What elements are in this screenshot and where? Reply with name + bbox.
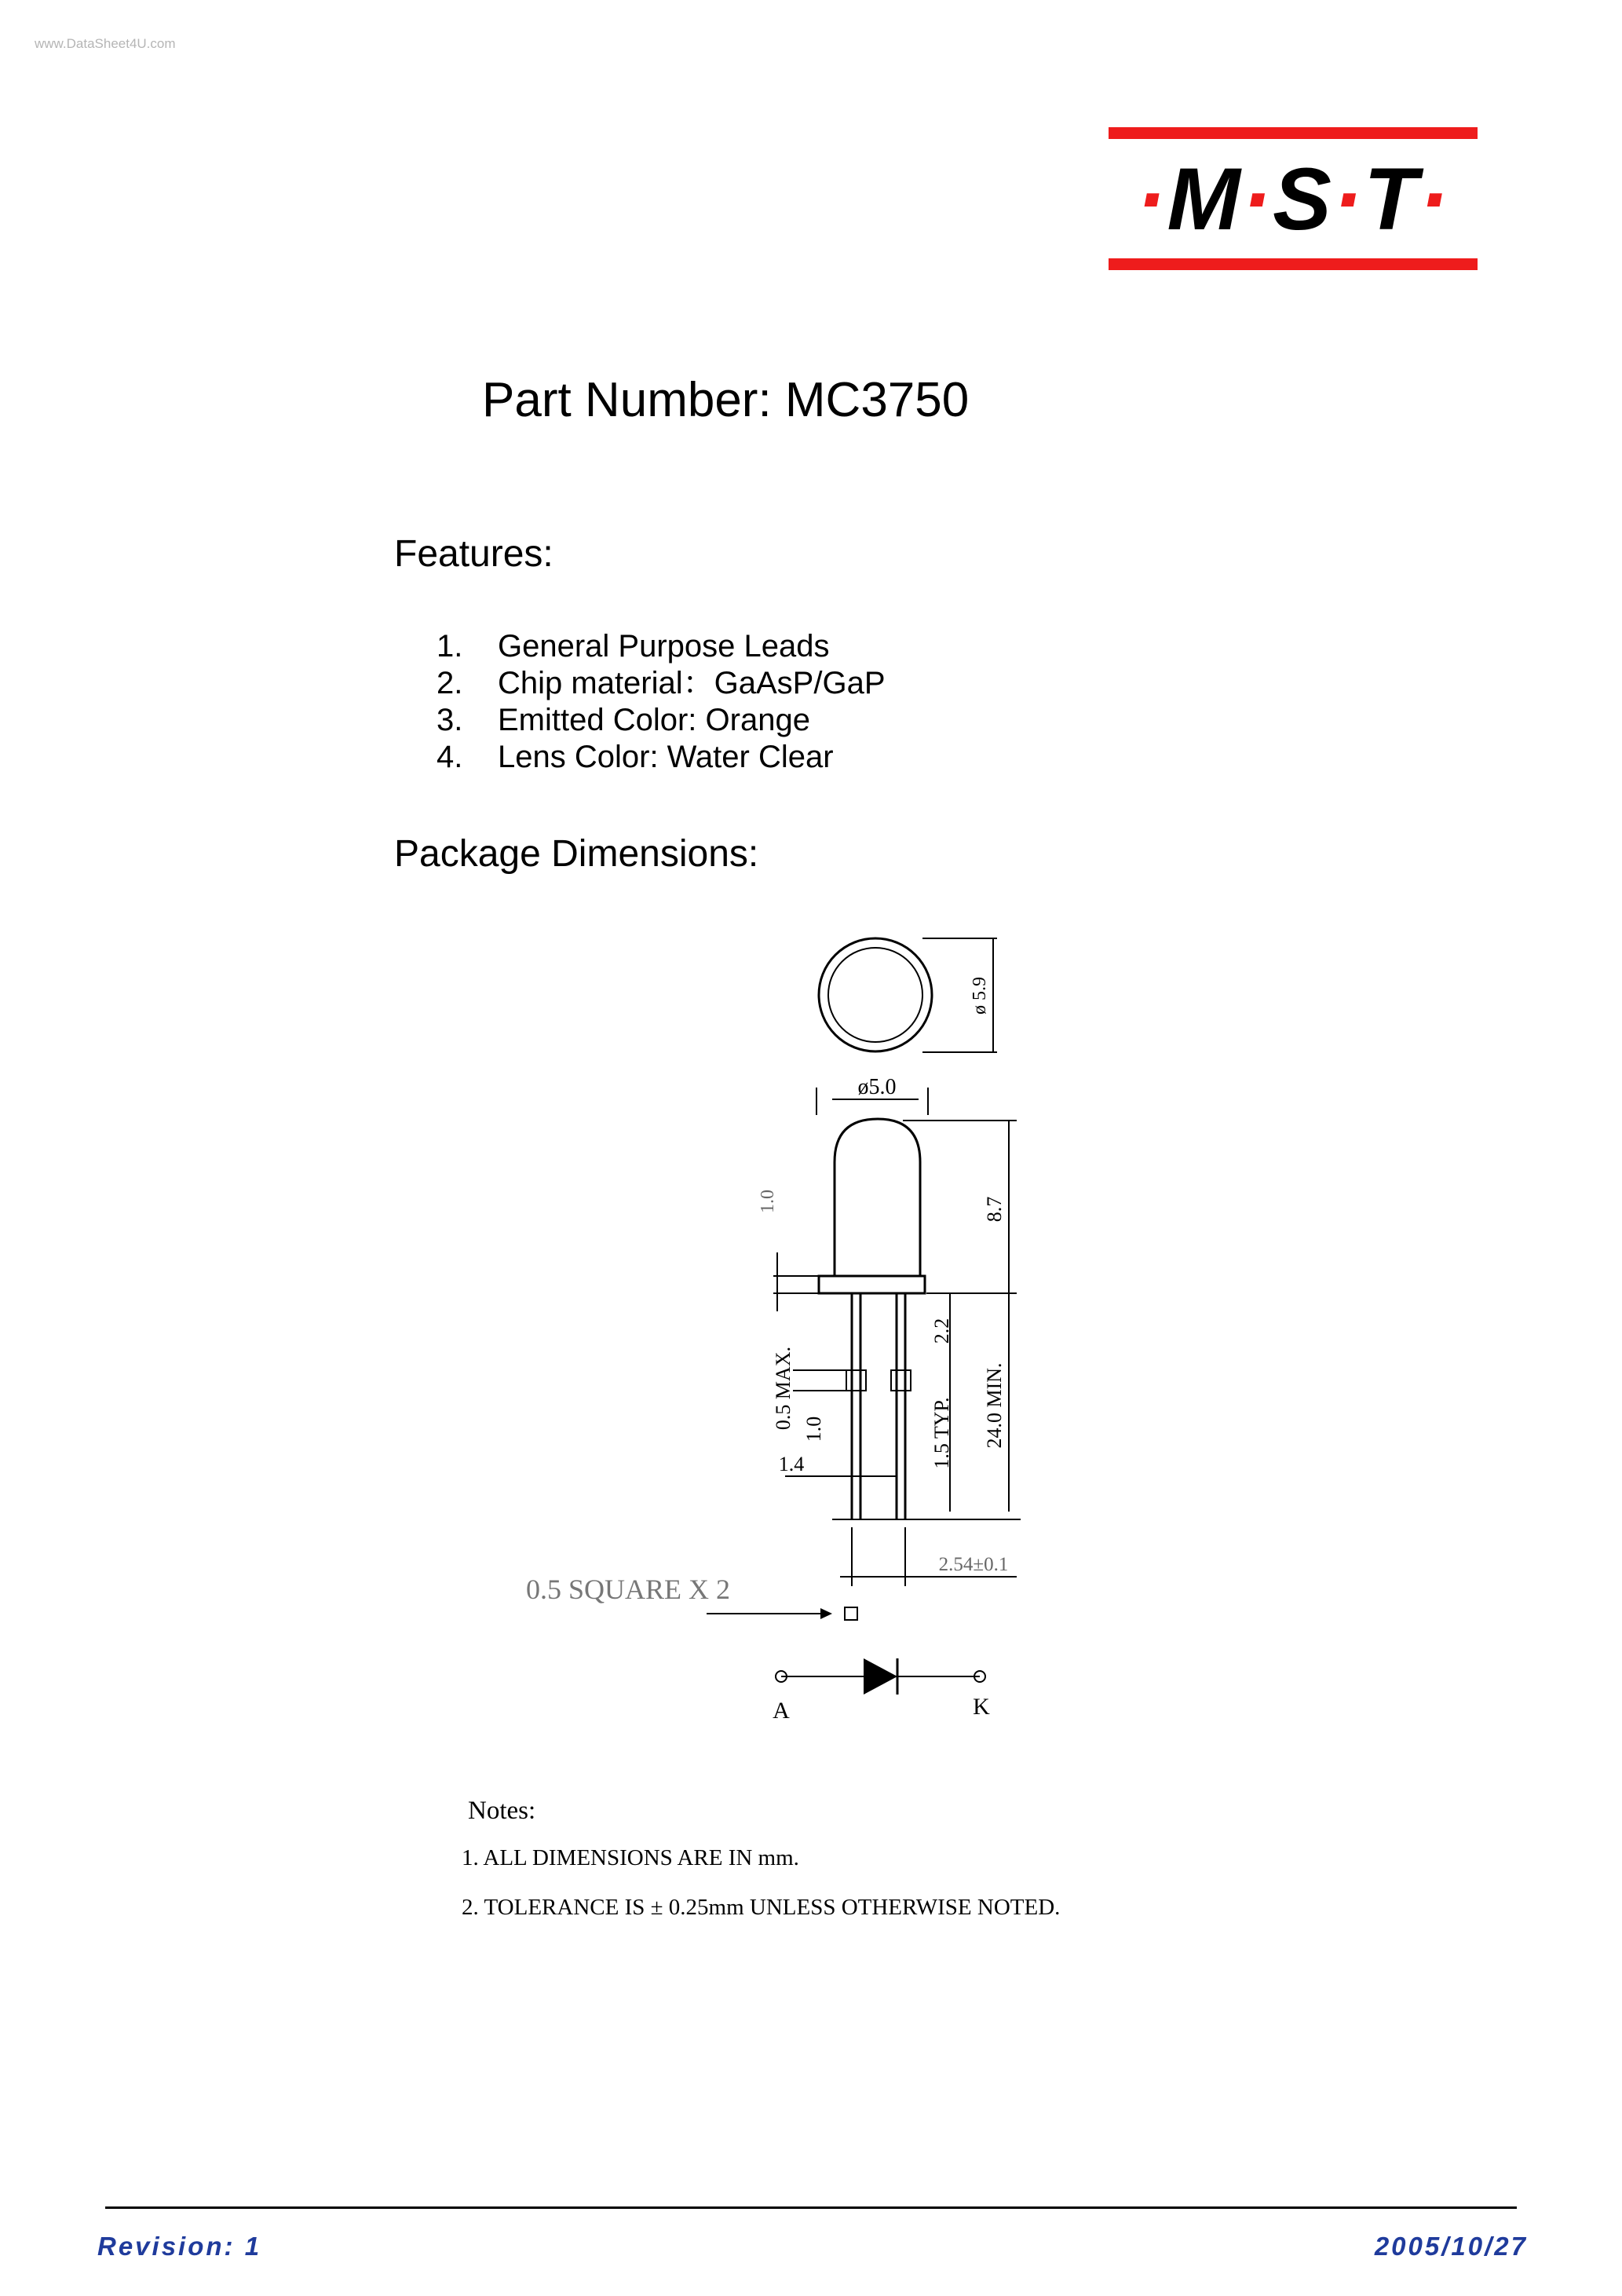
dim-square: 0.5 SQUARE X 2 [526,1574,731,1605]
cathode-label: K [973,1694,990,1720]
dim-d50: ø5.0 [857,1075,897,1099]
list-item: 2. Chip material：GaAsP/GaP [437,666,886,700]
dim-pitch: 2.54±0.1 [938,1554,1009,1575]
features-heading: Features: [394,533,553,575]
list-item: 4. Lens Color: Water Clear [437,740,834,774]
package-dimensions-heading: Package Dimensions: [394,833,759,875]
dim-h10: 1.0 [802,1416,825,1442]
dim-h22: 2.2 [930,1318,953,1344]
anode-label: A [773,1698,790,1724]
logo-text: ·M·S·T· [1136,150,1450,248]
led-dome [835,1119,920,1276]
dim-h15typ: 1.5 TYP. [930,1397,953,1469]
watermark: www.DataSheet4U.com [35,36,176,51]
dim-h240min: 24.0 MIN. [983,1362,1006,1449]
led-flange [819,1276,925,1293]
note-1: 1. ALL DIMENSIONS ARE IN mm. [462,1845,799,1870]
revision-label: Revision: 1 [97,2232,262,2261]
dim-d59: ø 5.9 [970,977,990,1015]
diode-symbol-icon [864,1658,897,1695]
list-item: 1. General Purpose Leads [437,629,830,664]
led-top-view-outer [819,938,932,1051]
dim-h05max: 0.5 MAX. [772,1346,795,1431]
dim-h87: 8.7 [983,1196,1006,1223]
dim-h10-top: 1.0 [758,1190,778,1213]
date-label: 2005/10/27 [1374,2232,1528,2261]
led-top-view-inner [828,948,922,1042]
dim-w14: 1.4 [778,1453,805,1475]
footer-divider [105,2206,1517,2209]
part-number-title: Part Number: MC3750 [482,373,970,427]
note-2: 2. TOLERANCE IS ± 0.25mm UNLESS OTHERWISE NOTED. [462,1895,1061,1920]
list-item: 3. Emitted Color: Orange [437,703,810,737]
notes-heading: Notes: [468,1797,536,1825]
